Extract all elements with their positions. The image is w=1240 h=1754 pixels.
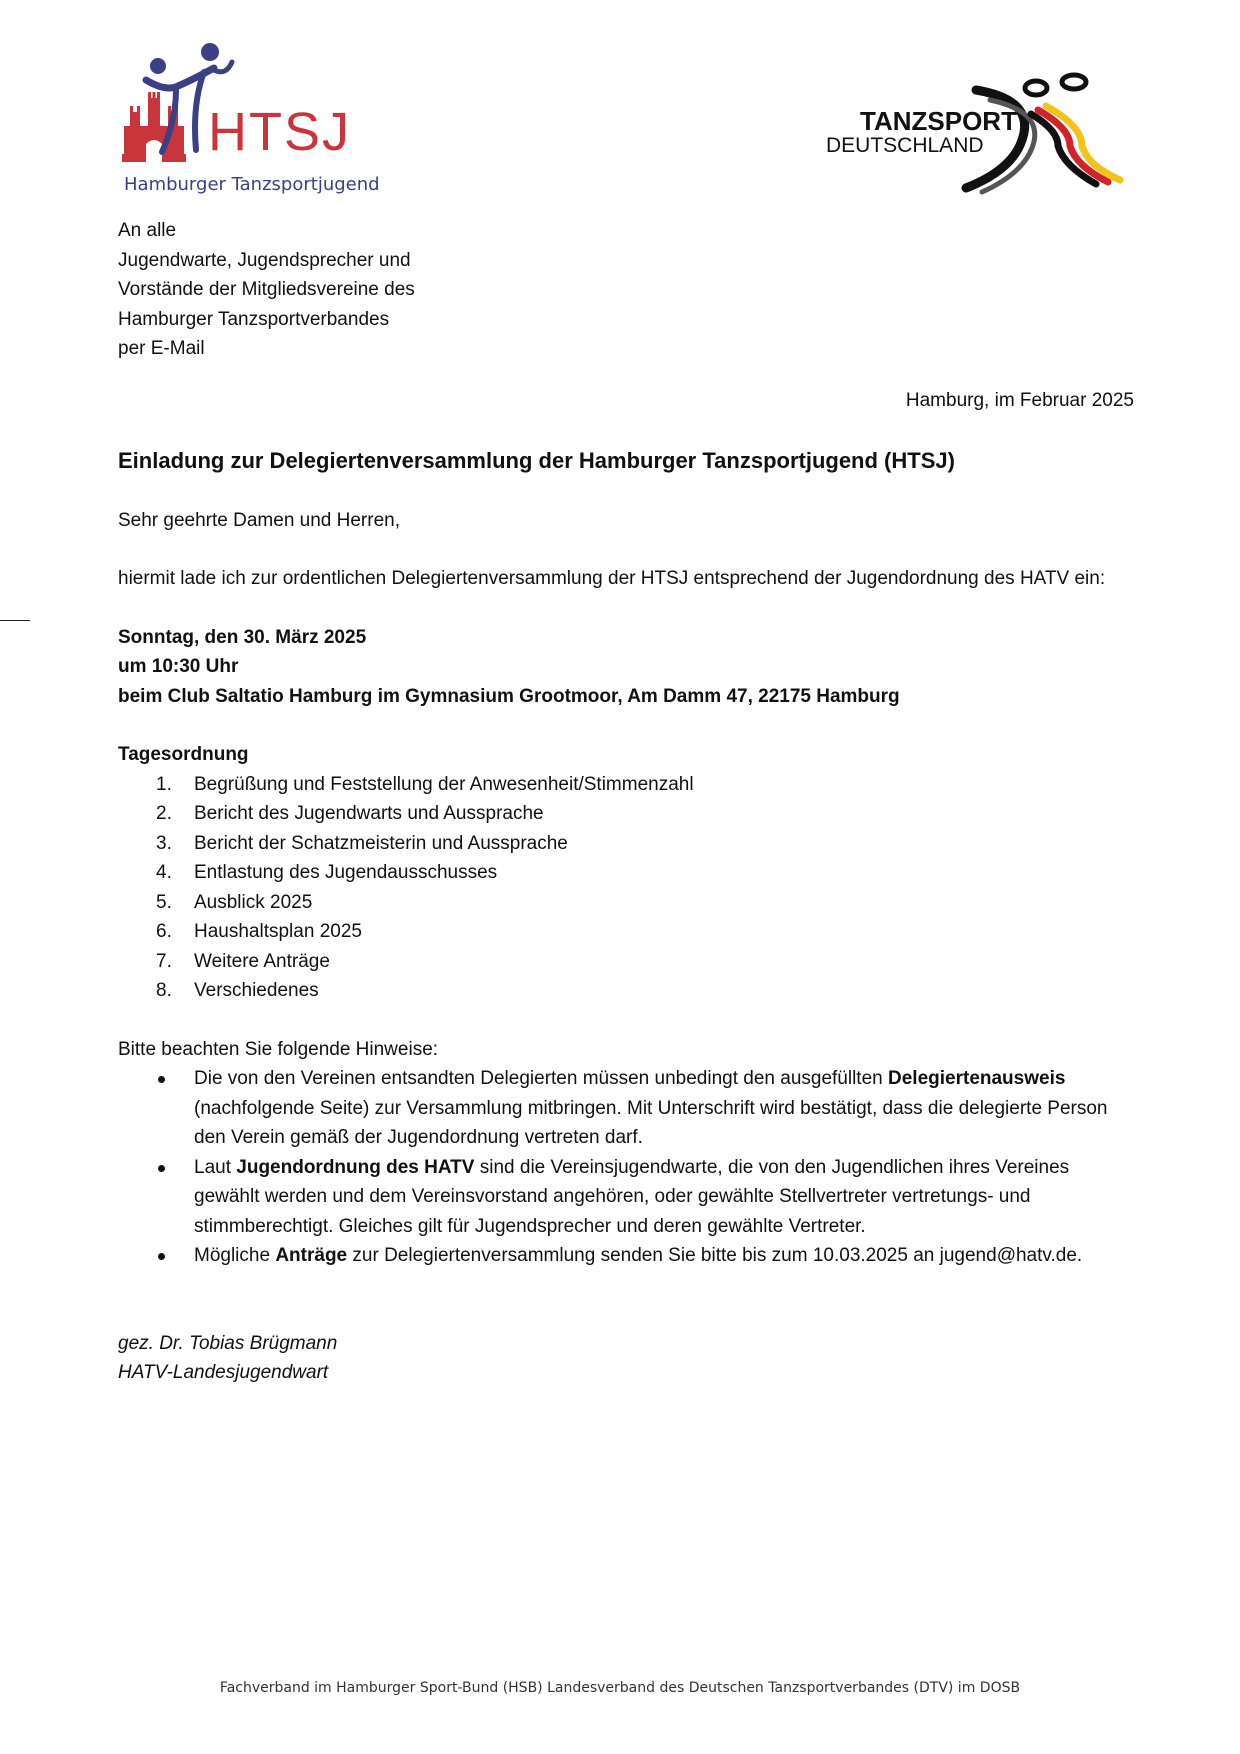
agenda-item <box>118 947 1134 977</box>
agenda-item <box>118 917 1134 947</box>
agenda-item <box>118 799 1134 829</box>
recipient-line: An alle <box>118 220 177 241</box>
agenda-heading: Tagesordnung <box>118 744 249 765</box>
letter-subject: Einladung zur Delegiertenversammlung der Hamburger Tanzsportjugend (HTSJ) <box>118 447 955 473</box>
agenda-text: Bericht des Jugendwarts und Aussprache <box>194 803 544 824</box>
bullet-icon <box>158 1165 165 1172</box>
htsj-logo-subtitle: Hamburger Tanzsportjugend <box>124 174 380 195</box>
recipient-line: per E-Mail <box>118 338 205 359</box>
agenda-number: 6. <box>156 921 172 942</box>
bullet-icon <box>158 1076 165 1083</box>
note-item <box>118 1064 1134 1153</box>
notes-heading: Bitte beachten Sie folgende Hinweise: <box>118 1038 439 1060</box>
agenda-number: 4. <box>156 862 172 883</box>
dtv-logo-graphic <box>826 70 1136 200</box>
note-text: Die von den Vereinen entsandten Delegierten müssen unbedingt den ausgefüllten <box>194 1068 889 1089</box>
agenda-text: Begrüßung und Feststellung der Anwesenheit/Stimmenzahl <box>194 773 694 795</box>
htsj-logo <box>118 40 398 200</box>
agenda-text: Weitere Anträge <box>194 950 330 972</box>
letter-date: Hamburg, im Februar 2025 <box>905 390 1134 411</box>
agenda-number: 1. <box>156 773 172 795</box>
agenda-list <box>118 770 1134 1006</box>
salutation: Sehr geehrte Damen und Herren, <box>118 509 400 531</box>
signature-role: HATV-Landesjugendwart <box>118 1362 329 1383</box>
note-emphasis: Jugendordnung des HATV <box>236 1156 475 1178</box>
agenda-text: Haushaltsplan 2025 <box>194 921 362 942</box>
note-text: Laut <box>194 1156 237 1178</box>
letter-body <box>118 216 1134 1388</box>
note-item <box>118 1153 1134 1242</box>
agenda-item <box>118 829 1134 859</box>
event-details <box>118 623 1134 712</box>
agenda-text: Bericht der Schatzmeisterin und Aussprache <box>194 832 568 854</box>
bullet-icon <box>158 1253 165 1260</box>
event-date: Sonntag, den 30. März 2025 <box>118 626 367 648</box>
agenda-text: Entlastung des Jugendausschusses <box>194 862 498 883</box>
note-item <box>118 1241 1134 1271</box>
tanzsport-deutschland-logo <box>826 70 1136 200</box>
dtv-logo-line2: DEUTSCHLAND <box>826 134 984 157</box>
agenda-item <box>118 858 1134 888</box>
agenda-text: Verschiedenes <box>194 980 319 1001</box>
recipient-line: Hamburger Tanzsportverbandes <box>118 308 390 330</box>
agenda-item <box>118 888 1134 918</box>
dtv-logo-line1: TANZSPORT <box>860 106 1017 136</box>
recipient-block <box>118 216 1134 364</box>
fold-mark <box>0 620 30 621</box>
agenda-item <box>118 976 1134 1006</box>
intro-paragraph: hiermit lade ich zur ordentlichen Delegiertenversammlung der HTSJ entsprechend der Jugendordnung des HATV ein: <box>118 568 1106 589</box>
recipient-line: Vorstände der Mitgliedsvereine des <box>118 279 415 300</box>
note-emphasis: Anträge <box>275 1245 348 1266</box>
agenda-item <box>118 770 1134 800</box>
signature-name: gez. Dr. Tobias Brügmann <box>118 1332 338 1354</box>
agenda-number: 8. <box>156 980 172 1001</box>
agenda-number: 3. <box>156 832 172 854</box>
agenda-number: 7. <box>156 950 172 972</box>
event-location: beim Club Saltatio Hamburg im Gymnasium Grootmoor, Am Damm 47, 22175 Hamburg <box>118 685 900 707</box>
note-text: Mögliche <box>194 1245 276 1266</box>
note-emphasis: Delegiertenausweis <box>888 1068 1066 1089</box>
htsj-logo-name: HTSJ <box>208 102 351 162</box>
agenda-number: 5. <box>156 891 172 913</box>
recipient-line: Jugendwarte, Jugendsprecher und <box>118 249 411 271</box>
note-text: sind die Vereinsjugendwarte, die von den Jugendlichen ihres Vereines gewählt werden und dem Vereinsvorstand angehören, oder gewählte Stellvertreter vertretungs- und stimmberechtigt. Gleiches gilt für Jugendsprecher und deren gewählte Vertreter. <box>194 1156 1070 1237</box>
event-time: um 10:30 Uhr <box>118 656 239 677</box>
note-text: (nachfolgende Seite) zur Versammlung mitbringen. Mit Unterschrift wird bestätigt, dass die delegierte Person den Verein gemäß der Jugendordnung vertreten darf. <box>194 1097 1108 1148</box>
note-text: zur Delegiertenversammlung senden Sie bitte bis zum 10.03.2025 an jugend@hatv.de. <box>347 1245 1083 1266</box>
htsj-logo-graphic <box>118 40 398 200</box>
signature-block <box>118 1329 1134 1388</box>
page-footer: Fachverband im Hamburger Sport-Bund (HSB) Landesverband des Deutschen Tanzsportverbandes (DTV) im DOSB <box>219 1680 1021 1696</box>
agenda-text: Ausblick 2025 <box>194 891 313 913</box>
agenda-number: 2. <box>156 803 172 824</box>
notes-list <box>118 1064 1134 1271</box>
